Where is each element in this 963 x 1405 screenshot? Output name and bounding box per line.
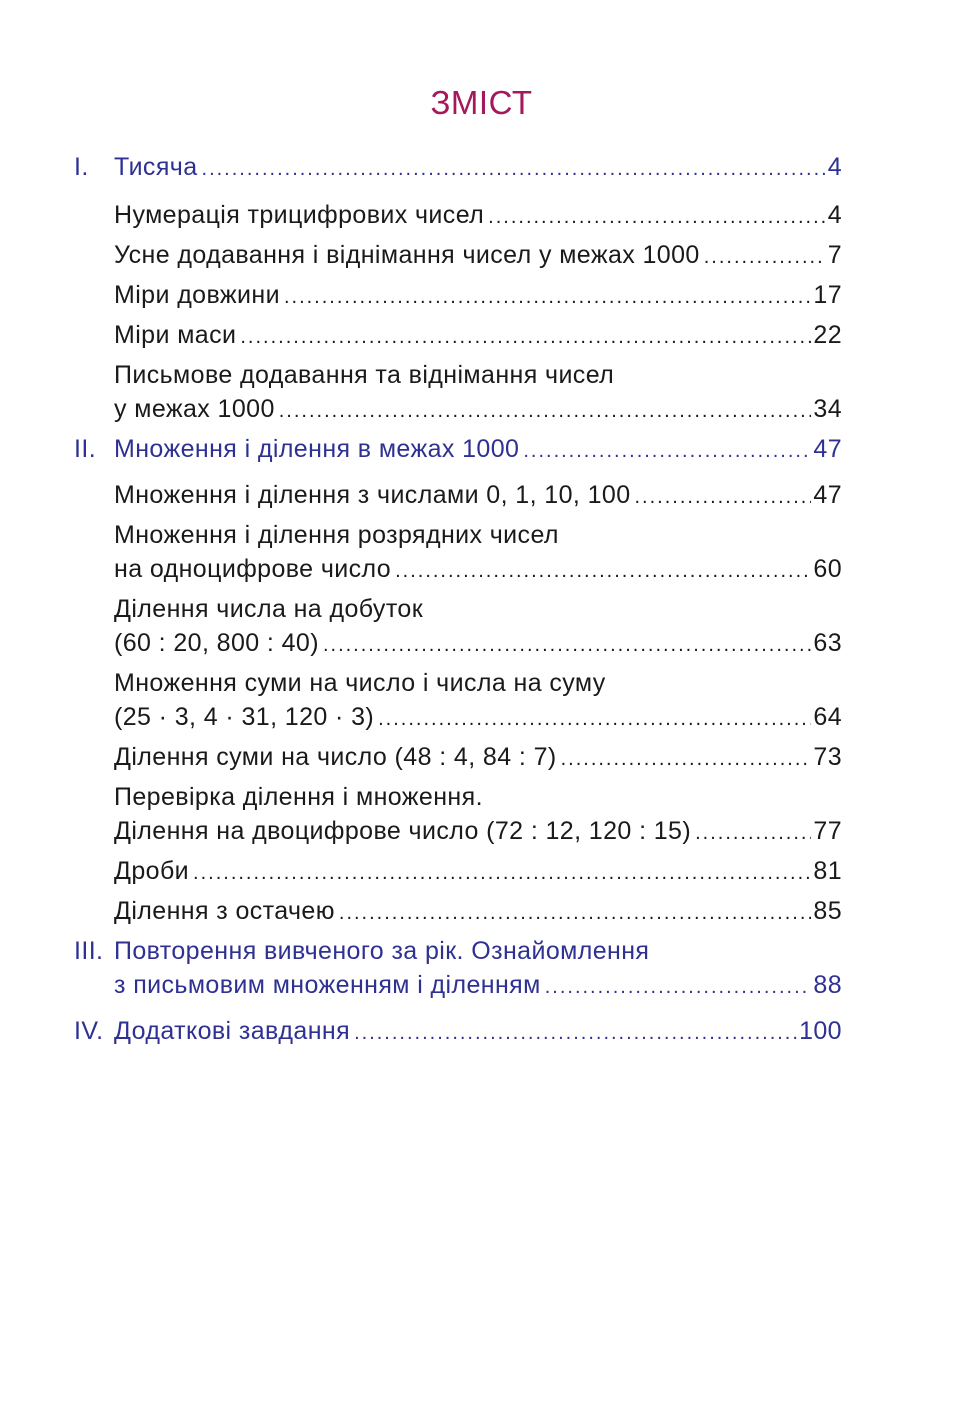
toc-entry-line (114, 552, 842, 588)
toc-section-number: II. (74, 435, 97, 463)
toc-subsection[interactable] (74, 780, 842, 850)
toc-subsection[interactable] (74, 478, 842, 514)
dot-leader (193, 856, 811, 890)
dot-leader (695, 816, 811, 850)
toc-page-number: 88 (813, 971, 842, 999)
toc-entry-line (114, 392, 842, 428)
toc-page-number: 22 (813, 321, 842, 349)
toc-page-number: 81 (813, 857, 842, 885)
toc-section[interactable] (74, 1014, 842, 1050)
toc-page-number: 85 (813, 897, 842, 925)
toc-section-number: I. (74, 153, 89, 181)
dot-leader (488, 200, 826, 234)
toc-entry-text: (60 : 20, 800 : 40) (114, 629, 319, 657)
toc-entry-text: Ділення суми на число (48 : 4, 84 : 7) (114, 743, 557, 771)
toc-entry-line (114, 198, 842, 234)
toc-section-number: IV. (74, 1017, 104, 1045)
toc-entry-line (114, 1014, 842, 1050)
toc-entry-text: Множення і ділення розрядних чисел (114, 521, 559, 549)
dot-leader (323, 628, 811, 662)
toc-entry-text: Ділення на двоцифрове число (72 : 12, 120 : 15) (114, 817, 692, 845)
toc-entry-line (114, 814, 842, 850)
toc-page-number: 64 (813, 703, 842, 731)
toc-page-number: 60 (813, 555, 842, 583)
dot-leader (545, 970, 812, 1004)
toc-subsection[interactable] (74, 518, 842, 588)
toc-entry-line (114, 432, 842, 468)
dot-leader (279, 394, 812, 428)
toc-page-number: 100 (799, 1017, 842, 1045)
dot-leader (561, 742, 812, 776)
toc-entry-line (114, 700, 842, 736)
toc-entry-text: (25 · 3, 4 · 31, 120 · 3) (114, 703, 375, 731)
toc-entry-text: Міри маси (114, 321, 237, 349)
toc-section[interactable] (74, 150, 842, 186)
toc-subsection[interactable] (74, 740, 842, 776)
toc-section[interactable] (74, 432, 842, 468)
toc-subsection[interactable] (74, 278, 842, 314)
toc-entry-text: Усне додавання і віднімання чисел у межах 1000 (114, 241, 700, 269)
toc-entry-text: з письмовим множенням і діленням (114, 971, 541, 999)
toc-subsection[interactable] (74, 854, 842, 890)
table-of-contents (74, 150, 842, 1050)
toc-entry-text: Множення і ділення з числами 0, 1, 10, 100 (114, 481, 631, 509)
dot-leader (704, 240, 826, 274)
toc-entry-line (114, 740, 842, 776)
toc-page-number: 47 (813, 435, 842, 463)
toc-entry-text: Ділення з остачею (114, 897, 335, 925)
toc-page-number: 34 (813, 395, 842, 423)
toc-section-number: III. (74, 937, 104, 965)
dot-leader (284, 280, 811, 314)
toc-entry-line (114, 238, 842, 274)
toc-entry-text: Міри довжини (114, 281, 280, 309)
toc-subsection[interactable] (74, 894, 842, 930)
toc-entry-text: Повторення вивченого за рік. Ознайомлення (114, 937, 650, 965)
toc-subsection[interactable] (74, 318, 842, 354)
toc-entry-text: Нумерація трицифрових чисел (114, 201, 485, 229)
toc-entry-line (114, 894, 842, 930)
dot-leader (202, 152, 826, 186)
toc-subsection[interactable] (74, 592, 842, 662)
dot-leader (523, 434, 811, 468)
toc-entry-text: Дроби (114, 857, 190, 885)
toc-entry-text: Тисяча (114, 153, 198, 181)
toc-page-number: 47 (813, 481, 842, 509)
toc-subsection[interactable] (74, 198, 842, 234)
dot-leader (354, 1016, 797, 1050)
toc-entry-text: Перевірка ділення і множення. (114, 783, 483, 811)
toc-page-number: 17 (813, 281, 842, 309)
dot-leader (240, 320, 811, 354)
toc-entry-line (114, 854, 842, 890)
toc-section[interactable] (74, 934, 842, 1004)
toc-entry-line (114, 478, 842, 514)
toc-page-number: 77 (813, 817, 842, 845)
dot-leader (395, 554, 811, 588)
toc-entry-line (114, 626, 842, 662)
toc-page-number: 73 (813, 743, 842, 771)
dot-leader (635, 480, 812, 514)
toc-page-number: 63 (813, 629, 842, 657)
toc-entry-text: Письмове додавання та віднімання чисел (114, 361, 615, 389)
page-title: ЗМІСТ (430, 84, 533, 121)
dot-leader (378, 702, 811, 736)
toc-page-number: 4 (827, 153, 842, 181)
toc-entry-text: Множення і ділення в межах 1000 (114, 435, 520, 463)
toc-subsection[interactable] (74, 666, 842, 736)
toc-subsection[interactable] (74, 238, 842, 274)
toc-entry-line (114, 318, 842, 354)
toc-entry-text: Додаткові завдання (114, 1017, 351, 1045)
dot-leader (339, 896, 812, 930)
toc-page-number: 7 (827, 241, 842, 269)
toc-entry-line (114, 968, 842, 1004)
toc-entry-line (114, 278, 842, 314)
toc-entry-text: у межах 1000 (114, 395, 275, 423)
toc-entry-text: Ділення числа на добуток (114, 595, 424, 623)
toc-entry-text: Множення суми на число і числа на суму (114, 669, 606, 697)
toc-entry-text: на одноцифрове число (114, 555, 392, 583)
toc-page-number: 4 (827, 201, 842, 229)
toc-entry-line (114, 150, 842, 186)
toc-subsection[interactable] (74, 358, 842, 428)
